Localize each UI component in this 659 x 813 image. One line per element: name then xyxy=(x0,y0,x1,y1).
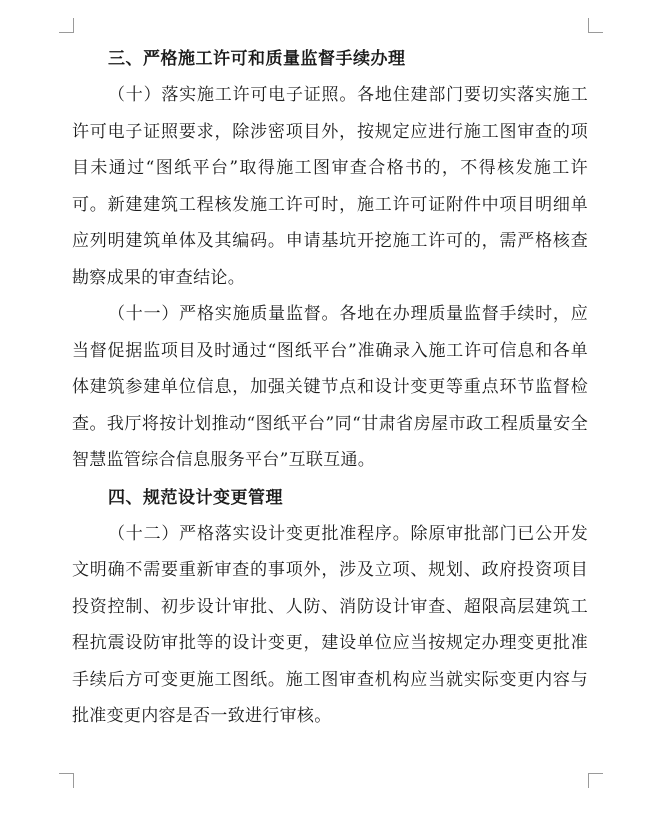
paragraph-text: 各地住建部门要切实落实施工许可电子证照要求，除涉密项目外，按规定应进行施工图审查的项目未通过“图纸平台”取得施工图审查合格书的，不得核发施工许可。新建建筑工程核发施工许可时，施工许可证附件中项目明细单应列明建筑单体及其编码。申请基坑开挖施工许可的，需严格核查勘察成果的审查结论。 xyxy=(72,85,588,288)
crop-mark-top-left xyxy=(59,18,74,33)
paragraph-text: 各地在办理质量监督手续时，应当督促据监项目及时通过“图纸平台”准确录入施工许可信息和各单体建筑参建单位信息，加强关键节点和设计变更等重点环节监督检查。我厅将按计划推动“图纸平台”同“甘肃省房屋市政工程质量安全智慧监管综合信息服务平台”互联互通。 xyxy=(72,304,589,470)
paragraph-item-10 xyxy=(72,77,588,296)
section-heading: 四、规范设计变更管理 xyxy=(108,487,283,508)
paragraph-item-12 xyxy=(72,516,588,735)
paragraph-item-11 xyxy=(72,296,588,479)
paragraph-lead: （十一）严格实施质量监督。 xyxy=(108,304,340,324)
crop-mark-bottom-right xyxy=(588,773,603,788)
paragraph-lead: （十）落实施工许可电子证照。 xyxy=(108,85,358,105)
crop-mark-bottom-left xyxy=(59,773,74,788)
paragraph-text: 除原审批部门已公开发文明确不需要重新审查的事项外，涉及立项、规划、政府投资项目投资控制、初步设计审批、人防、消防设计审查、超限高层建筑工程抗震设防审批等的设计变更，建设单位应当按规定办理变更批准手续后方可变更施工图纸。施工图审查机构应当就实际变更内容与批准变更内容是否一致进行审核。 xyxy=(72,523,588,726)
section-heading: 三、严格施工许可和质量监督手续办理 xyxy=(108,49,406,69)
crop-mark-top-right xyxy=(588,18,603,33)
document-body xyxy=(72,40,588,735)
paragraph-lead: （十二）严格落实设计变更批准程序。 xyxy=(108,523,411,544)
